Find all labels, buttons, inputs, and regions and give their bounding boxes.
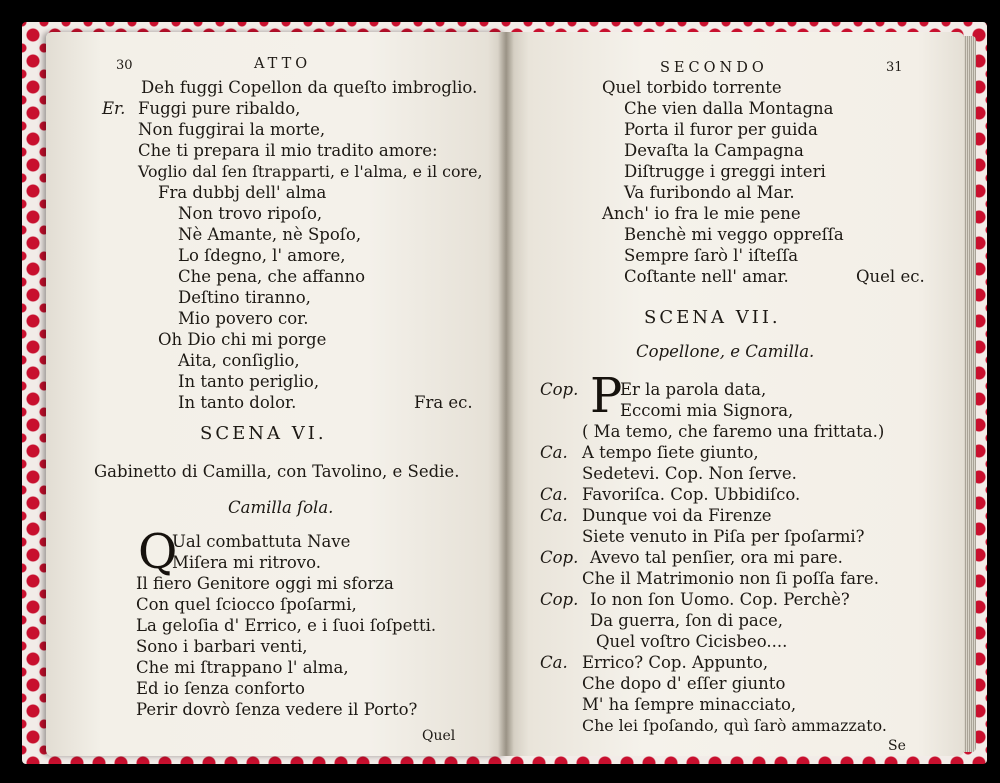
text-line: In tanto periglio,: [178, 372, 320, 391]
right-page: [506, 32, 964, 756]
scene-title: SCENA VII.: [644, 307, 781, 328]
text-line: Er la parola data,: [620, 380, 767, 399]
text-line: Con quel ſciocco ſpoſarmi,: [136, 595, 357, 614]
text-line: Che pena, che affanno: [178, 267, 366, 286]
text-line: Non trovo ripoſo,: [178, 204, 323, 223]
left-page: [46, 32, 506, 756]
text-line: M' ha ſempre minacciato,: [582, 695, 797, 714]
text-line: Fuggi pure ribaldo,: [138, 99, 301, 118]
text-line: Dunque voi da Firenze: [582, 506, 772, 525]
speaker-label: Cop.: [540, 380, 579, 399]
speaker-label: Ca.: [540, 443, 568, 462]
speaker-label: Ca.: [540, 653, 568, 672]
text-line: Coſtante nell' amar.: [624, 267, 789, 286]
text-line: Voglio dal ſen ſtrapparti, e l'alma, e il core,: [138, 162, 483, 181]
drop-cap: Q: [138, 524, 178, 580]
text-line: Aita, conſiglio,: [178, 351, 300, 370]
text-line: Ual combattuta Nave: [172, 532, 351, 551]
text-line: Fra dubbj dell' alma: [158, 183, 327, 202]
text-line: Benchè mi veggo oppreſſa: [624, 225, 844, 244]
text-line: Che mi ſtrappano l' alma,: [136, 658, 349, 677]
text-line: Nè Amante, nè Spoſo,: [178, 225, 362, 244]
text-line: La geloſia d' Errico, e i ſuoi ſoſpetti.: [136, 616, 437, 635]
text-line: Oh Dio chi mi porge: [158, 330, 327, 349]
quel-ec: Quel ec.: [856, 267, 925, 286]
scene-characters: Camilla ſola.: [228, 498, 334, 517]
speaker-label: Er.: [102, 99, 126, 118]
text-line: Sono i barbari venti,: [136, 637, 308, 656]
speaker-label: Cop.: [540, 590, 579, 609]
text-line: ( Ma temo, che faremo una frittata.): [582, 422, 885, 441]
text-line: Deh fuggi Copellon da queſto imbroglio.: [141, 78, 478, 97]
page-number-left: 30: [116, 58, 133, 73]
scene-setting: Gabinetto di Camilla, con Tavolino, e Sedie.: [94, 462, 460, 481]
speaker-label: Ca.: [540, 506, 568, 525]
text-line: Anch' io fra le mie pene: [602, 204, 801, 223]
drop-cap: P: [590, 368, 623, 424]
text-line: Eccomi mia Signora,: [620, 401, 794, 420]
text-line: Siete venuto in Piſa per ſpoſarmi?: [582, 527, 865, 546]
text-line: Avevo tal penſier, ora mi pare.: [590, 548, 843, 567]
text-line: Devaſta la Campagna: [624, 141, 804, 160]
text-line: Lo ſdegno, l' amore,: [178, 246, 346, 265]
speaker-label: Cop.: [540, 548, 579, 567]
text-line: Errico? Cop. Appunto,: [582, 653, 769, 672]
text-line: Che dopo d' eſſer giunto: [582, 674, 786, 693]
text-line: Va furibondo al Mar.: [624, 183, 795, 202]
text-line: Diſtrugge i greggi interi: [624, 162, 826, 181]
text-line: Quel voſtro Cicisbeo....: [596, 632, 788, 651]
text-line: Che vien dalla Montagna: [624, 99, 834, 118]
text-line: A tempo ſiete giunto,: [582, 443, 759, 462]
text-line: Quel torbido torrente: [602, 78, 782, 97]
running-header-right: SECONDO: [660, 60, 768, 76]
text-line: Sedetevi. Cop. Non ſerve.: [582, 464, 797, 483]
text-line: Che ti prepara il mio tradito amore:: [138, 141, 438, 160]
text-line: Che lei ſpoſando, quì ſarò ammazzato.: [582, 716, 887, 735]
text-line: Deſtino tiranno,: [178, 288, 311, 307]
text-line: Non fuggirai la morte,: [138, 120, 326, 139]
scene-characters: Copellone, e Camilla.: [636, 342, 815, 361]
page-number-right: 31: [886, 60, 903, 75]
fra-ec: Fra ec.: [414, 393, 473, 412]
text-line: Sempre ſarò l' iſteſſa: [624, 246, 799, 265]
speaker-label: Ca.: [540, 485, 568, 504]
text-line: Mio povero cor.: [178, 309, 309, 328]
text-line: Il fiero Genitore oggi mi sforza: [136, 574, 394, 593]
running-header-left: ATTO: [254, 56, 312, 72]
catchword: Se: [888, 738, 906, 754]
text-line: Ed io ſenza conforto: [136, 679, 305, 698]
text-line: Che il Matrimonio non ſi poſſa fare.: [582, 569, 879, 588]
text-line: Perir dovrò ſenza vedere il Porto?: [136, 700, 418, 719]
text-line: In tanto dolor.: [178, 393, 297, 412]
catchword: Quel: [422, 728, 456, 744]
text-line: Miſera mi ritrovo.: [172, 553, 322, 572]
page-edges: [962, 36, 976, 752]
text-line: Favoriſca. Cop. Ubbidiſco.: [582, 485, 801, 504]
scene-title: SCENA VI.: [200, 423, 327, 444]
text-line: Io non ſon Uomo. Cop. Perchè?: [590, 590, 850, 609]
text-line: Da guerra, ſon di pace,: [590, 611, 784, 630]
text-line: Porta il furor per guida: [624, 120, 818, 139]
